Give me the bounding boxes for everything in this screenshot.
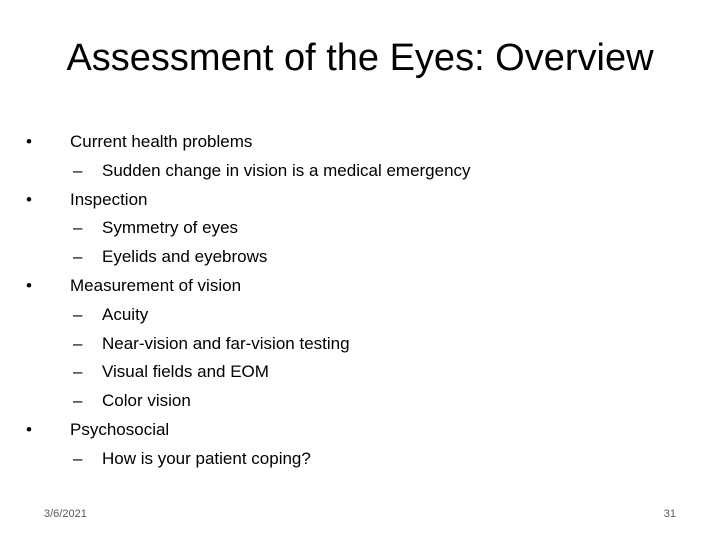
sub-bullet-text: Symmetry of eyes: [102, 218, 239, 238]
dash-marker: –: [73, 304, 83, 324]
dash-marker: –: [73, 160, 83, 180]
sub-bullet-item: [26, 157, 686, 186]
bullet-marker: •: [26, 419, 32, 439]
slide-title: Assessment of the Eyes: Overview: [66, 37, 654, 79]
sub-bullet-text: Visual fields and EOM: [102, 362, 269, 382]
bullet-item: [26, 186, 686, 215]
bullet-marker: •: [26, 275, 32, 295]
footer-date: 3/6/2021: [44, 508, 87, 520]
bullet-text: Psychosocial: [70, 419, 170, 439]
dash-marker: –: [73, 333, 83, 353]
sub-bullet-item: [26, 358, 686, 387]
sub-bullet-text: Color vision: [102, 391, 191, 411]
sub-bullet-item: [26, 330, 686, 359]
sub-bullet-text: Acuity: [102, 304, 149, 324]
sub-bullet-item: [26, 445, 686, 474]
sub-bullet-text: Near-vision and far-vision testing: [102, 333, 350, 353]
sub-bullet-item: [26, 243, 686, 272]
sub-bullet-item: [26, 301, 686, 330]
bullet-list: [26, 128, 686, 474]
sub-bullet-item: [26, 387, 686, 416]
bullet-marker: •: [26, 132, 32, 151]
bullet-text: Inspection: [70, 189, 148, 209]
sub-bullet-text: Eyelids and eyebrows: [102, 247, 268, 267]
sub-bullet-text: Sudden change in vision is a medical emergency: [102, 160, 471, 180]
bullet-text: Measurement of vision: [70, 275, 242, 295]
bullet-item: [26, 128, 686, 157]
bullet-text: Current health problems: [70, 132, 253, 151]
dash-marker: –: [73, 247, 83, 267]
dash-marker: –: [73, 218, 83, 238]
page-number: 31: [663, 508, 676, 520]
sub-bullet-text: How is your patient coping?: [102, 448, 311, 468]
dash-marker: –: [73, 448, 83, 468]
bullet-item: [26, 416, 686, 445]
bullet-marker: •: [26, 189, 32, 209]
dash-marker: –: [73, 391, 83, 411]
dash-marker: –: [73, 362, 83, 382]
bullet-item: [26, 272, 686, 301]
sub-bullet-item: [26, 214, 686, 243]
